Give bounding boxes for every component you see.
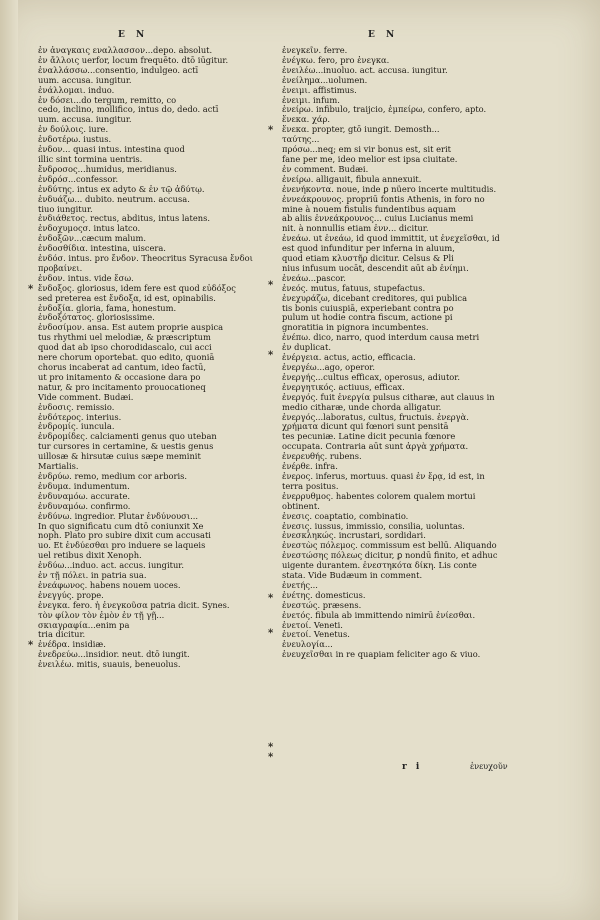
- dictionary-line: tus rhythmi uel melodiæ, & præscriptum: [38, 333, 211, 343]
- dictionary-line: ἐνέγκω. fero, pro ἐνεγκα.: [282, 55, 390, 65]
- dictionary-line: ἐνεχυράζω, dicebant creditores, qui publica: [282, 293, 468, 303]
- dictionary-line: ἐνδοτέρω. iustus.: [38, 135, 112, 145]
- dictionary-line: ἐνερευθής. rubens.: [282, 452, 362, 462]
- dictionary-line: ἐνεστώς. præsens.: [282, 600, 362, 610]
- dictionary-line: chorus incaberat ad cantum, ideo factū,: [38, 363, 207, 372]
- dictionary-line: ἐννεάκρουνος. propriū fontis Athenis, in foro no: [282, 194, 485, 204]
- dictionary-line: ἐνεσις. iussus, immissio, consilia, uoluntas.: [282, 521, 465, 531]
- dictionary-line: ἐνδον... quasi intus. intestina quod: [38, 145, 185, 155]
- dictionary-line: ἐνειλέω. mitis, suauis, beneuolus.: [38, 660, 181, 670]
- dictionary-line: ἐν δόσει...do tergum, remitto, co: [38, 95, 177, 105]
- dictionary-line: ἐνερρυθμος. habentes colorem qualem mortui: [282, 491, 476, 501]
- dictionary-line: ἐνείρω. infibulo, traijcio, ἐμπείρω, confero, apto.: [282, 105, 487, 115]
- dictionary-line: ἐνδρομίδες. calciamenti genus quo uteban: [38, 432, 217, 442]
- signature-mark: r i: [402, 762, 423, 772]
- dictionary-line: ἐνετής...: [282, 580, 318, 590]
- dictionary-line: quod dat ab ipso chorodidascalo, cui acci: [38, 343, 212, 353]
- dictionary-line: In quo significatu cum dtō coniunxit Xe: [38, 521, 204, 531]
- dictionary-line: ἐνερος. inferus, mortuus. quasi ἐν ἔρᾳ, id est, in: [282, 471, 485, 481]
- dictionary-line: ἐνενήκοντα. noue, inde ꝑ nüero incerte multitudis.: [282, 184, 497, 194]
- dictionary-line: ἔνδοξος. gloriosus, idem fere est quod εὐδόξος: [38, 283, 236, 293]
- dictionary-line: ἕνεκα. propter, gtō iungit. Demosth...: [282, 125, 440, 135]
- dictionary-line: ab aliis ἐννεάκρουνος... cuius Lucianus memi: [282, 214, 474, 224]
- dictionary-line: gnoratitia in pignora incumbentes.: [282, 323, 429, 333]
- dictionary-line: ἐνδρύω. remo, medium cor arboris.: [38, 471, 188, 481]
- margin-asterisk: *: [268, 593, 274, 604]
- dictionary-line: tes pecuniæ. Latine dicit pecunia fœnore: [282, 432, 456, 442]
- dictionary-line: ἐνεργέω...ago, operor.: [282, 363, 376, 372]
- dictionary-line: ἐνετοί. Veneti.: [282, 620, 343, 630]
- dictionary-line: ἐνέπω. dico, narro, quod interdum causa metri: [282, 333, 480, 343]
- dictionary-line: ἐνδύω...induo. act. accus. iungitur.: [38, 561, 184, 571]
- dictionary-line: nius infusum uocāt, descendit aūt ab ἐνίημι.: [282, 263, 469, 273]
- margin-asterisk: *: [28, 284, 34, 295]
- dictionary-line: ἐνδύτης. intus ex adyto & ἐν τῷ ἀδύτῳ.: [38, 184, 205, 194]
- dictionary-line: ἐνδοξία. gloria, fama, honestum.: [38, 303, 177, 313]
- dictionary-line: illic sint tormina uentris.: [38, 154, 143, 164]
- dictionary-line: ἔνδροσος...humidus, meridianus.: [38, 164, 177, 174]
- dictionary-line: occupata. Contraria aūt sunt ἀργὰ χρήματα.: [282, 442, 469, 452]
- dictionary-line: σκιαγραφία...enim pa: [38, 620, 130, 630]
- catchword: ἐνευχοῦν: [470, 762, 508, 771]
- dictionary-line: ἐν τῇ πόλει. in patria sua.: [38, 571, 147, 581]
- dictionary-line: ἕνεκα. χάρ.: [282, 115, 331, 125]
- dictionary-line: ἐν ἄλλοις uerfor, locum frequēto. dtō iūgitur.: [38, 55, 229, 65]
- dictionary-line: tria dicitur.: [38, 630, 86, 640]
- dictionary-line: uo. Et ἐνδύεσθαι pro induere se laqueis: [38, 541, 206, 551]
- dictionary-line: ἐνετοί. Venetus.: [282, 630, 350, 640]
- dictionary-line: ἐνεάω...pascor.: [282, 273, 346, 283]
- dictionary-line: mine à nouem fistulis fundentibus aquam: [282, 204, 457, 214]
- dictionary-line: Martialis.: [38, 462, 79, 472]
- dictionary-line: uel retibus dixit Xenoph.: [38, 551, 142, 561]
- dictionary-line: ἐνέργεια. actus, actio, efficacia.: [282, 353, 416, 363]
- dictionary-line: quod etiam κλυστῆρ dicitur. Celsus & Pli: [282, 254, 454, 264]
- dictionary-line: ἐνδυμα. indumentum.: [38, 481, 130, 491]
- dictionary-line: ἐνέρθε. infra.: [282, 462, 338, 472]
- dictionary-line: nere chorum oportebat. quo edito, quoniā: [38, 353, 215, 363]
- dictionary-line: ἐνδυάζω... dubito. neutrum. accusa.: [38, 194, 190, 204]
- dictionary-line: ἐν δούλοις. iure.: [38, 125, 109, 135]
- dictionary-line: sed preterea est ἔνδοξα, id est, opinabilis.: [38, 293, 216, 303]
- dictionary-line: ἐνεγκεῖν. ferre.: [282, 46, 348, 55]
- dictionary-line: ἐνδοσίμον. ansa. Est autem proprie auspica: [38, 323, 224, 333]
- dictionary-line: ἐνείρω. alligauit, fibula annexuit.: [282, 174, 422, 184]
- dictionary-line: ἐνεσις. coaptatio, combinatio.: [282, 511, 409, 521]
- dictionary-line: tiuo iungitur.: [38, 204, 93, 214]
- dictionary-line: τὸν φίλον τὸν ἐμὸν ἐν τῇ γῇ...: [38, 610, 165, 620]
- dictionary-line: terra positus.: [282, 481, 339, 491]
- dictionary-line: ἐνειμι. infum.: [282, 95, 340, 105]
- dictionary-line: ἐνδοχυμοςσ. intus latco.: [38, 224, 141, 234]
- dictionary-line: ἐνδοσις. remissio.: [38, 402, 115, 412]
- dictionary-line: ἐνδύνω. ingredior. Plutar ἐνδύνουσι...: [38, 511, 199, 521]
- dictionary-line: ἐνδον. intus. vide ἔσω.: [38, 273, 134, 283]
- dictionary-line: ἐνειλέω...inuoluo. act. accusa. iungitur.: [282, 65, 448, 75]
- dictionary-line: ἐνδοξῶν...cæcum malum.: [38, 234, 147, 244]
- dictionary-line: ἐνείλημα...uolumen.: [282, 75, 368, 85]
- dictionary-line: tur cursores in certamine, & uestis genus: [38, 442, 214, 452]
- dictionary-line: ut pro initamento & occasione dara po: [38, 372, 201, 382]
- dictionary-line: ἐνευλογία...: [282, 640, 333, 650]
- dictionary-line: uum. accusa. iungitur.: [38, 75, 132, 85]
- running-head-left: E N: [118, 30, 149, 40]
- dictionary-line: ἐνεσκληκώς. incrustari, sordidari.: [282, 531, 426, 541]
- dictionary-line: ἐνεός. mutus, fatuus, stupefactus.: [282, 283, 426, 293]
- dictionary-line: fane per me, ideo melior est ipsa ciuitate.: [282, 154, 458, 164]
- dictionary-line: obtinent.: [282, 501, 320, 511]
- dictionary-line: ἐνδοξότατος. gloriosissime.: [38, 313, 155, 323]
- dictionary-line: uigente durantem. ἐνεστηκότα δίκη. Lis conte: [282, 561, 477, 571]
- dictionary-line: uillosæ & hirsutæ cuius sæpe meminit: [38, 452, 201, 462]
- dictionary-line: ἐνδιάθετος. rectus, abditus, intus latens.: [38, 214, 210, 224]
- dictionary-line: ἐνδυναμόω. confirmo.: [38, 501, 131, 511]
- dictionary-line: noph. Plato pro subire dixit cum accusati: [38, 531, 211, 541]
- margin-asterisk: *: [268, 742, 274, 753]
- dictionary-line: ἐνέτης. domesticus.: [282, 590, 366, 600]
- dictionary-line: ἐνεγκα. fero. ἡ ἐνεγκοῦσα patria dicit. Synes.: [38, 600, 230, 610]
- dictionary-line: προβαίνει.: [38, 263, 83, 273]
- dictionary-line: ἐνδόσ. intus. pro ἔνδον. Theocritus Syracusa ἔνδοι: [38, 254, 253, 264]
- left-column: [38, 46, 260, 670]
- dictionary-line: ἐνδοσθίδια. intestina, uiscera.: [38, 244, 166, 254]
- dictionary-line: ἐνεστὼς πόλεμος. commissum est bellū. Aliquando: [282, 541, 497, 551]
- margin-asterisk: *: [28, 640, 34, 651]
- dictionary-line: medio citharæ, unde chorda alligatur.: [282, 402, 442, 412]
- margin-asterisk: *: [268, 350, 274, 361]
- dictionary-line: tis bonis cuiuspiā, experiebant contra po: [282, 303, 454, 313]
- dictionary-line: ἐνεάω. ut ἐνεάω, id quod immittit, ut ἐνεχεῖσθαι, id: [282, 234, 500, 244]
- dictionary-line: ἐνδυναμόω. accurate.: [38, 491, 130, 501]
- dictionary-line: ἐν comment. Budæi.: [282, 164, 369, 174]
- dictionary-line: ἐν duplicat.: [282, 343, 331, 353]
- dictionary-line: Vide comment. Budæi.: [38, 392, 134, 402]
- dictionary-line: ἐνεάφωνος. habens nouem uoces.: [38, 580, 181, 590]
- dictionary-line: χρήματα dicunt qui fœnori sunt pensitā: [282, 422, 449, 432]
- margin-asterisk: *: [268, 628, 274, 639]
- dictionary-line: ἐνεστώσης πόλεως dicitur, ꝑ nondū finito, et adhuc: [282, 551, 498, 561]
- margin-asterisk: *: [268, 752, 274, 763]
- dictionary-line: cedo, inclino, mollifico, intus do, dedo. actī: [38, 105, 219, 115]
- dictionary-line: ἐνδρόσ...confessor.: [38, 174, 119, 184]
- dictionary-line: ἐνεδρεύω...insidior. neut. dtō iungit.: [38, 650, 190, 660]
- dictionary-line: stata. Vide Budæum in comment.: [282, 571, 423, 581]
- dictionary-line: nit. à nonnullis etiam ἐνν... dicitur.: [282, 224, 429, 234]
- dictionary-line: ἐνδότερος. interius.: [38, 412, 122, 422]
- dictionary-line: ἐναλλάσσω...consentio, indulgeo. actī: [38, 65, 199, 75]
- dictionary-line: ἐνεργητικός. actiuus, efficax.: [282, 382, 405, 392]
- running-head-right: E N: [368, 30, 399, 40]
- dictionary-line: ἐνδρομίς. iuncula.: [38, 422, 115, 432]
- dictionary-line: ἐνεργός...laboratus, cultus, fructuis. ἐνεργὰ.: [282, 412, 469, 422]
- dictionary-line: πρόσω...neq; em si vir bonus est, sit erit: [282, 145, 451, 155]
- dictionary-line: ἐνεργής...cultus efficax, operosus, adiutor.: [282, 372, 460, 382]
- dictionary-line: ἐνευχεῖσθαι in re quapiam feliciter ago & viuo.: [282, 650, 481, 660]
- dictionary-line: natur, & pro incitamento prouocationeq: [38, 382, 206, 392]
- dictionary-line: ταύτης...: [282, 135, 320, 145]
- margin-asterisk: *: [268, 125, 274, 136]
- dictionary-line: ἐνάλλομαι. induo.: [38, 85, 115, 95]
- dictionary-line: ἐν ἀναγκαις εναλλασσον...depo. absolut.: [38, 46, 213, 55]
- right-column: [282, 46, 506, 660]
- dictionary-line: ἐνέδρα. insidiæ.: [38, 640, 106, 650]
- dictionary-line: uum. accusa. iungitur.: [38, 115, 132, 125]
- dictionary-line: ἐνεργός. fuit ἐνεργία pulsus citharæ, aut clauus in: [282, 392, 495, 402]
- dictionary-line: ἐνειμι. affistimus.: [282, 85, 357, 95]
- dictionary-line: ἐνεγγύς. prope.: [38, 590, 104, 600]
- dictionary-line: pulum ut hodie contra fiscum, actione pi: [282, 313, 453, 323]
- dictionary-line: est quod infunditur per inferna in aluum,: [282, 244, 455, 254]
- dictionary-line: ἐνετός. fibula ab immittendo nimirū ἐνίεσθαι.: [282, 610, 476, 620]
- page-edge: [0, 0, 18, 920]
- margin-asterisk: *: [268, 280, 274, 291]
